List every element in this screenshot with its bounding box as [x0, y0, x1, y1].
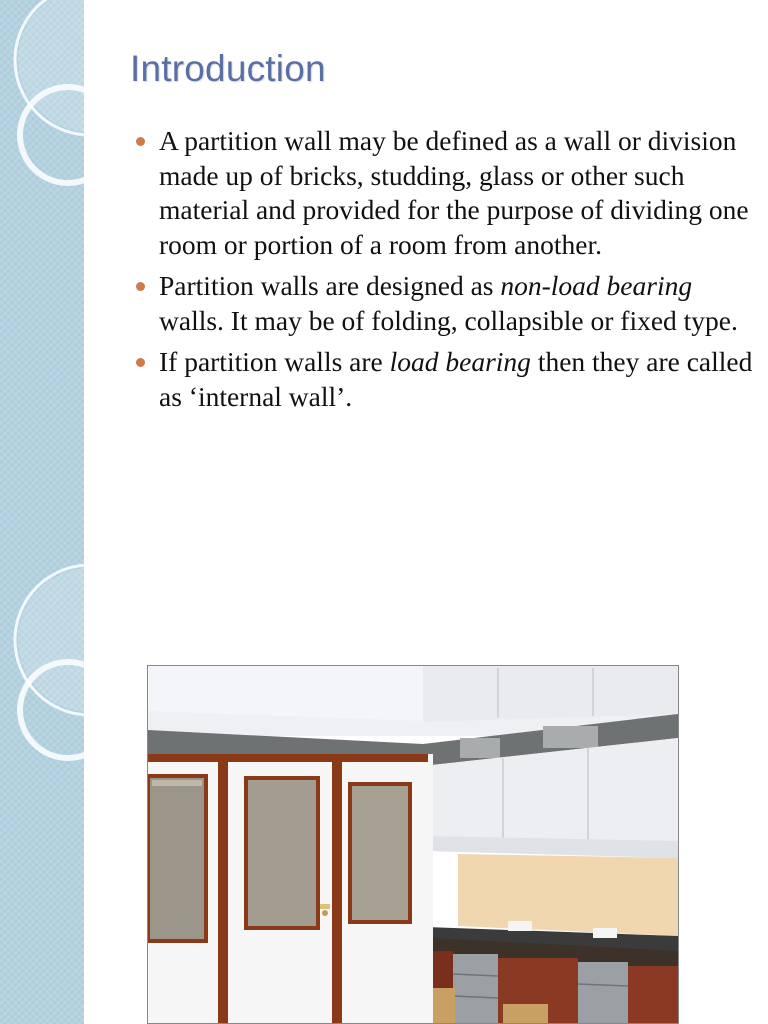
bullet-text-pre: If partition walls are	[159, 346, 390, 377]
bullet-item	[159, 269, 759, 338]
ring-decoration	[0, 0, 84, 1024]
bullet-list	[159, 124, 759, 421]
bullet-item	[159, 345, 759, 414]
bullet-item	[159, 124, 759, 262]
slide-title: Introduction	[130, 48, 326, 89]
room-illustration	[148, 666, 678, 1023]
bullet-marker	[136, 282, 145, 291]
bullet-text-post: then they are called as ‘internal wall’.	[159, 346, 753, 412]
partition-wall-photo	[147, 665, 679, 1024]
bullet-marker	[136, 358, 145, 367]
bullet-text-pre: Partition walls are designed as	[159, 270, 501, 301]
bullet-text-post: walls. It may be of folding, collapsible or fixed type.	[159, 304, 738, 336]
bullet-text: A partition wall may be defined as a wall or division made up of bricks, studding, glass or other such material and provided for the purpose of dividing one room or portion of a room from another.	[159, 125, 749, 260]
bullet-text-emphasis: non-load bearing	[500, 270, 693, 301]
bullet-marker	[136, 137, 145, 146]
decorative-side-band	[0, 0, 84, 1024]
bullet-text-emphasis: load bearing	[389, 346, 531, 377]
